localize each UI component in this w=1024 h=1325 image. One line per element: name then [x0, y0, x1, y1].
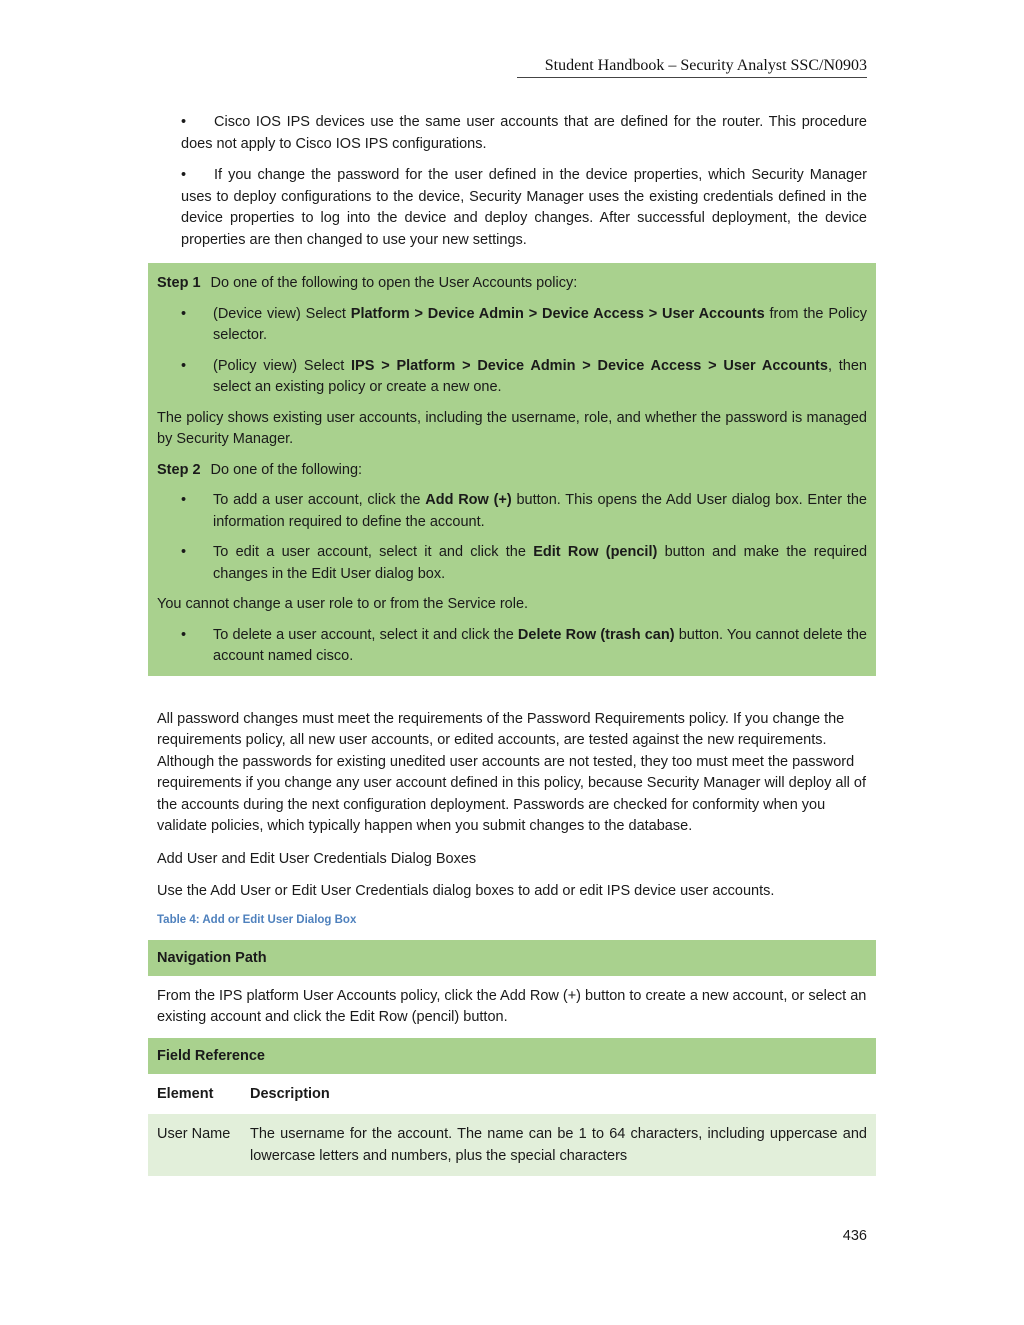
step2-bullet: • To delete a user account, select it and click the Delete Row (trash can) button. You cannot delete the account named cisco.	[181, 626, 867, 664]
steps-box	[148, 263, 876, 676]
bullet-icon: •	[181, 626, 187, 643]
body-text	[148, 709, 876, 926]
table-row	[148, 976, 876, 1038]
intro-bullet: • Cisco IOS IPS devices use the same user accounts that are defined for the router. This procedure does not apply to Cisco IOS IPS configurations.	[181, 114, 867, 152]
navigation-text: From the IPS platform User Accounts policy, click the Add Row (+) button to create a new account, or select an existing account and click the Edit Row (pencil) button.	[157, 987, 867, 1025]
table-row	[148, 1114, 876, 1176]
step2-line: Step 2 Do one of the following:	[157, 461, 363, 478]
cell-element: User Name	[157, 1126, 231, 1142]
user-dialog-table	[148, 940, 876, 1177]
bullet-icon: •	[181, 492, 187, 508]
bullet-icon: •	[181, 114, 187, 130]
step1-bullet: • (Device view) Select Platform > Device Admin > Device Access > User Accounts from the Policy selector.	[181, 305, 867, 343]
table-header-field-reference: Field Reference	[148, 1038, 876, 1074]
step2-bullet: • To edit a user account, select it and click the Edit Row (pencil) button and make the required changes in the Edit User dialog box.	[181, 544, 868, 582]
page-number: 436	[842, 1228, 867, 1244]
page-header: Student Handbook – Security Analyst SSC/N0903	[517, 57, 867, 78]
cell-description: The username for the account. The name can be 1 to 64 characters, including uppercase and lowercase letters and numbers, plus the special characters	[250, 1126, 867, 1164]
table-header-navigation: Navigation Path	[148, 940, 876, 976]
step2-bullet: • To add a user account, click the Add Row (+) button. This opens the Add User dialog box. Enter the information required to define the account.	[181, 492, 867, 530]
bullet-icon: •	[181, 167, 187, 183]
bullet-icon: •	[181, 357, 187, 374]
paragraph: All password changes must meet the requirements of the Password Requirements policy. If you change the requirements policy, all new user accounts, or edited accounts, are tested against the new requirements. Although the passwords for existing unedited user accounts are not tested, they too must meet the password requirements if you change any user account defined in this policy, because Security Manager will deploy all of the accounts during the next configuration deployment. Passwords are checked for conformity when you validate policies, which typically happen when you submit changes to the database.	[157, 710, 867, 834]
column-header-element: Element	[157, 1085, 214, 1102]
bullet-icon: •	[181, 544, 187, 560]
step1-bullet: • (Policy view) Select IPS > Platform > Device Admin > Device Access > User Accounts, then select an existing policy or create a new one.	[181, 357, 867, 395]
policy-note: The policy shows existing user accounts, including the username, role, and whether the password is managed by Security Manager.	[157, 409, 867, 447]
table-column-headers	[148, 1074, 876, 1115]
bullet-icon: •	[181, 305, 187, 322]
role-note: You cannot change a user role to or from the Service role.	[157, 596, 529, 612]
column-header-description: Description	[250, 1085, 330, 1102]
paragraph: Use the Add User or Edit User Credentials dialog boxes to add or edit IPS device user accounts.	[157, 883, 775, 899]
step1-line: Step 1 Do one of the following to open the User Accounts policy:	[157, 275, 578, 291]
intro-bullet: • If you change the password for the user defined in the device properties, which Security Manager uses to deploy configurations to the device, Security Manager uses the existing credentials defined in the device properties to log into the device and deploy changes. After successful deployment, the device properties are then changed to use your new settings.	[181, 167, 867, 248]
section-heading: Add User and Edit User Credentials Dialog Boxes	[157, 850, 477, 867]
page-content	[148, 112, 876, 1176]
table-caption: Table 4: Add or Edit User Dialog Box	[157, 913, 357, 926]
